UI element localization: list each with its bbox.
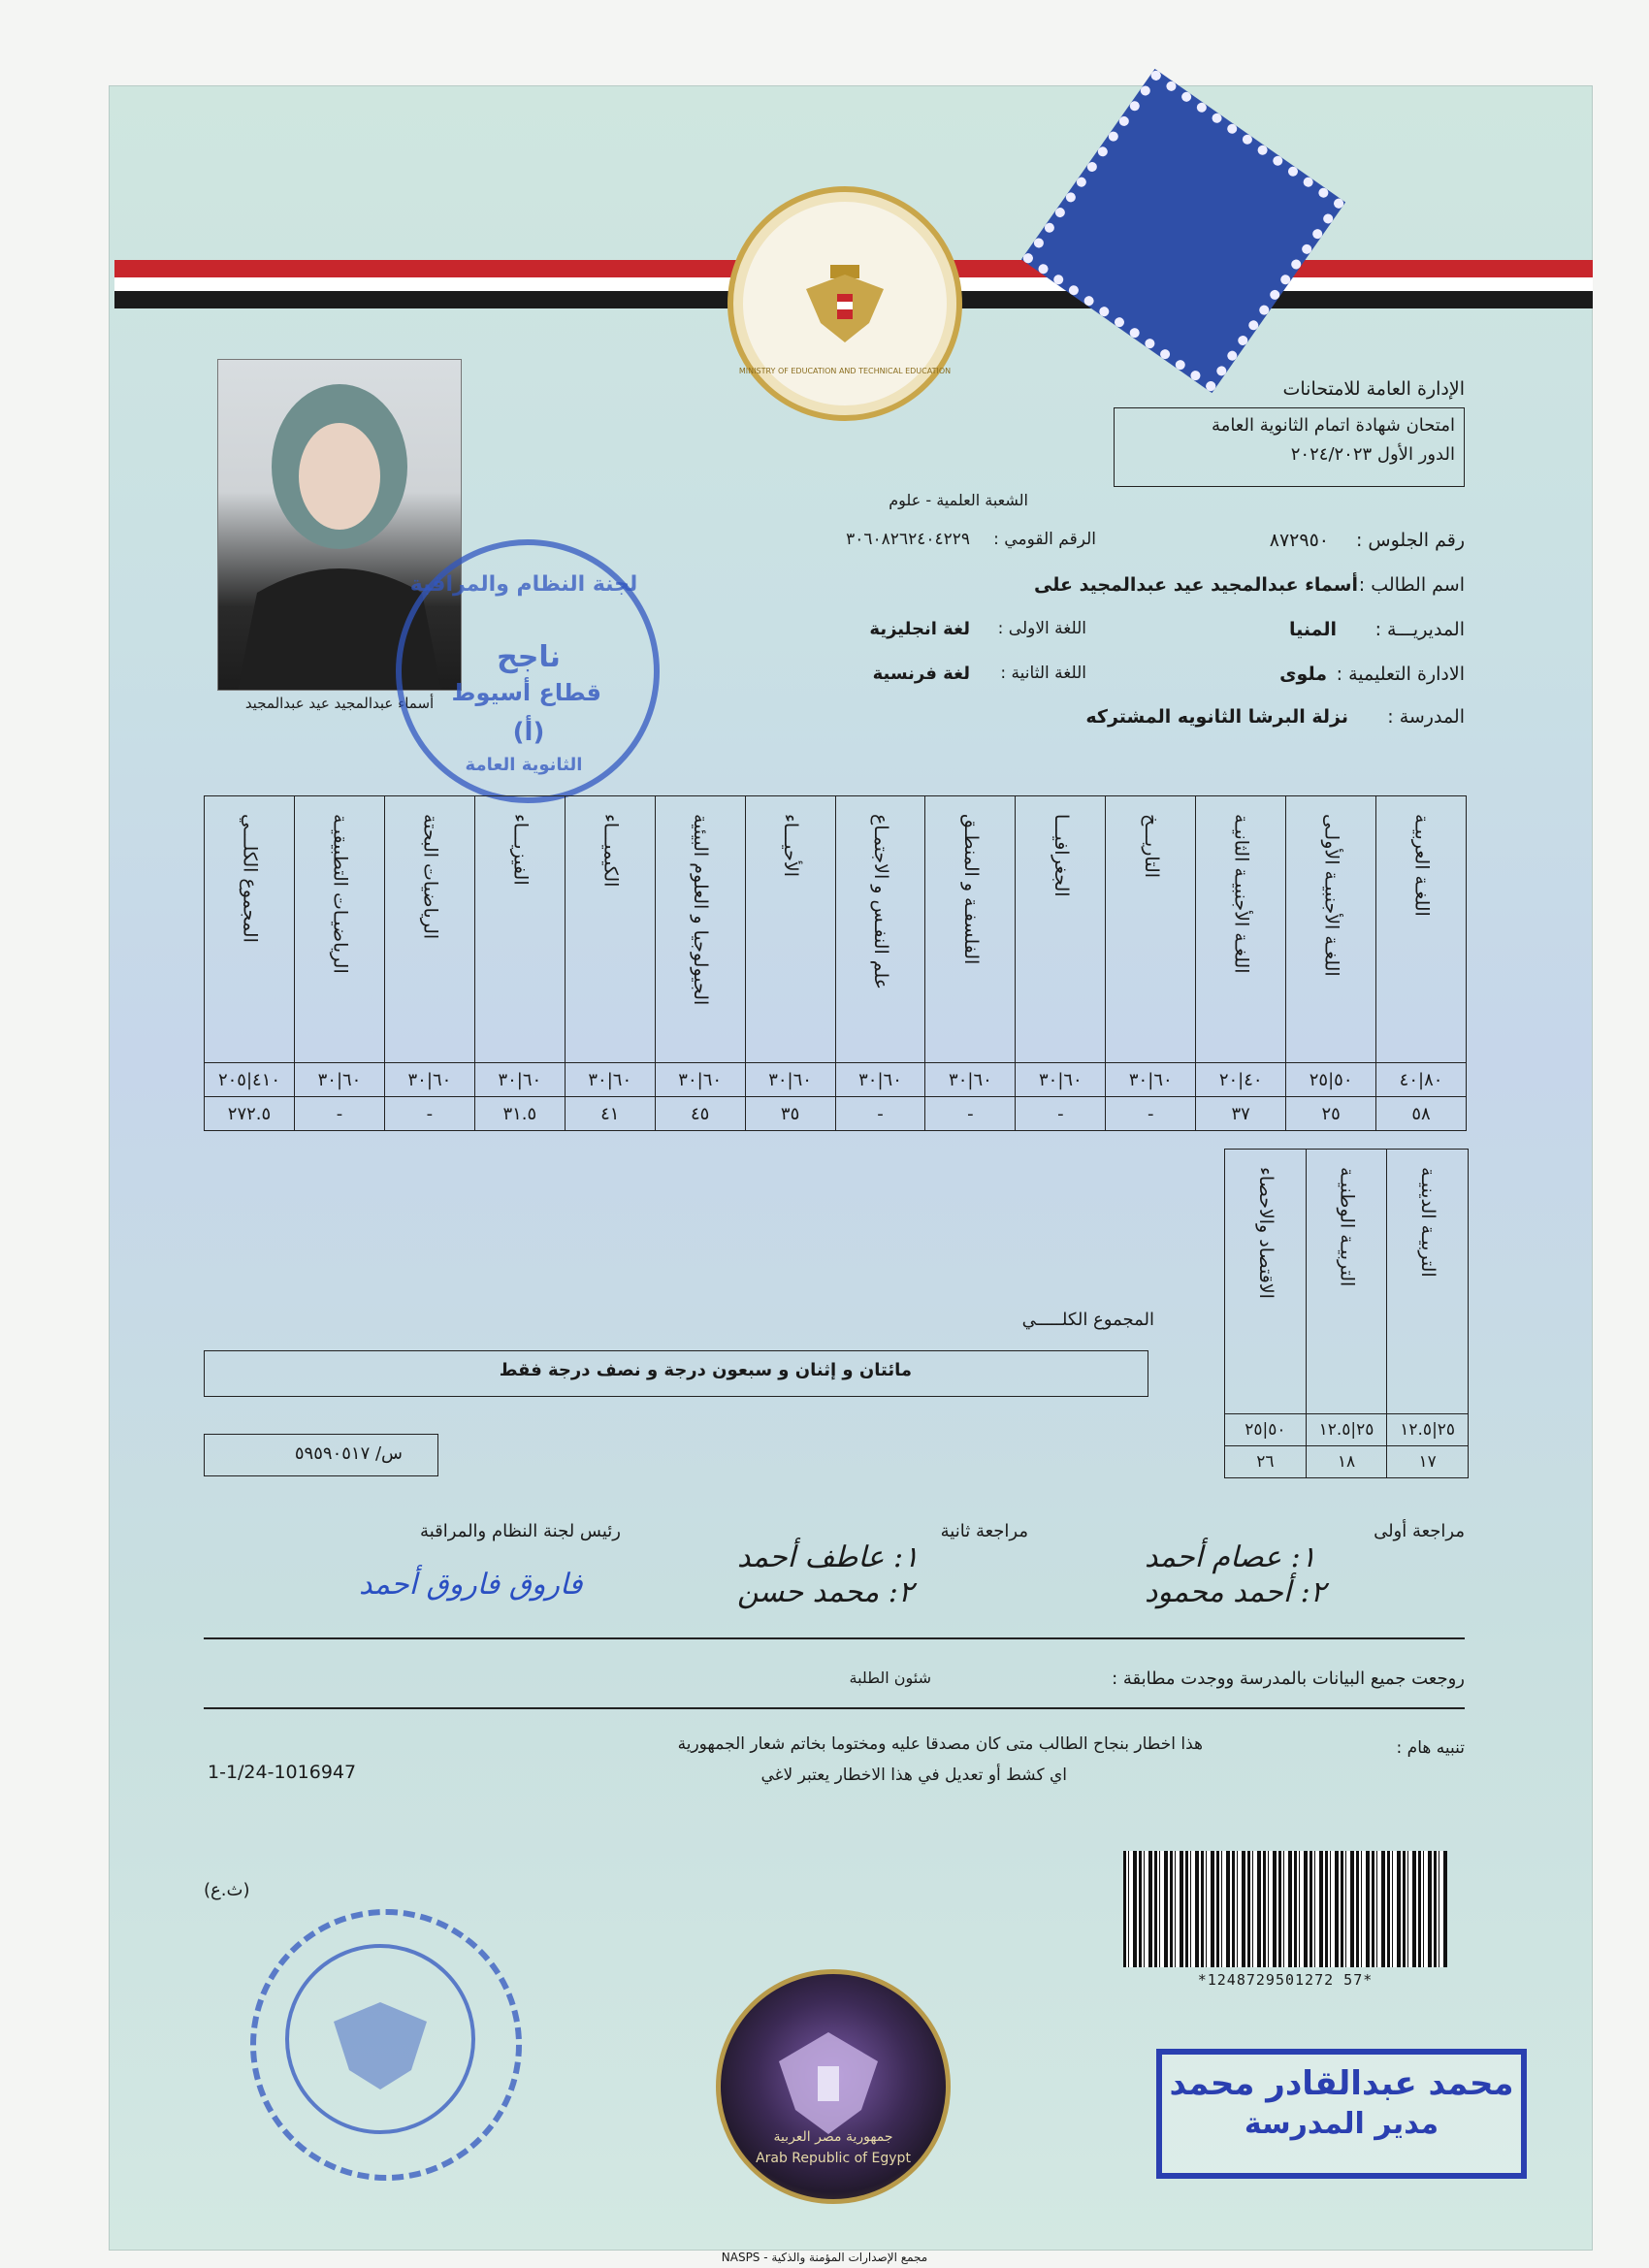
max-grade-cell: ٥٠|٢٥ (1225, 1414, 1307, 1446)
photo-caption: أسماء عبدالمجيد عيد عبدالمجيد (244, 695, 435, 712)
total-label: المجموع الكلـــــي (1021, 1310, 1154, 1330)
reference-code: 1-1/24-1016947 (208, 1762, 357, 1783)
principal-title: مدير المدرسة (1244, 2107, 1439, 2141)
first-review-label: مراجعة أولى (1374, 1521, 1465, 1541)
score-cell: ٢٥ (1286, 1097, 1376, 1131)
first-review-sig1: ١: عصام أحمد (1145, 1540, 1316, 1574)
barcode (1123, 1851, 1447, 1967)
hologram-text: Arab Republic of Egypt (756, 2151, 911, 2166)
subject-header (565, 796, 655, 1063)
serial-number: س/ ٥٩٥٩٠٥١٧ (294, 1443, 403, 1464)
second-language: لغة فرنسية (872, 664, 970, 684)
max-grade-cell: ٦٠|٣٠ (655, 1063, 745, 1097)
student-affairs: شئون الطلبة (849, 1669, 931, 1687)
republic-seal-stamp (250, 1909, 522, 2181)
subject-header (1306, 1150, 1387, 1414)
max-grade-cell: ٦٠|٣٠ (384, 1063, 474, 1097)
extra-header-row (1225, 1150, 1469, 1414)
score-cell: ١٧ (1387, 1446, 1469, 1478)
max-grade-cell: ٦٠|٣٠ (835, 1063, 925, 1097)
divider-line (204, 1637, 1465, 1639)
ministry-seal (728, 186, 962, 421)
score-cell: ١٨ (1306, 1446, 1387, 1478)
committee-stamp-status: ناجح (497, 640, 561, 674)
max-grade-cell: ٤١٠|٢٠٥ (205, 1063, 295, 1097)
max-grade-cell: ٦٠|٣٠ (295, 1063, 385, 1097)
subject-header (1106, 796, 1196, 1063)
directorate-label: المديريـــة : (1374, 619, 1465, 640)
subject-header (295, 796, 385, 1063)
max-grade-cell: ٨٠|٤٠ (1376, 1063, 1467, 1097)
hologram-text-ar: جمهورية مصر العربية (773, 2129, 893, 2145)
subject-header (745, 796, 835, 1063)
first-language: لغة انجليزية (869, 619, 970, 639)
student-name-label: اسم الطالب : (1358, 574, 1465, 596)
committee-head-sig: فاروق فاروق أحمد (359, 1568, 583, 1602)
grades-header-row (205, 796, 1467, 1063)
max-grade-cell: ٦٠|٣٠ (745, 1063, 835, 1097)
subject-name: اللغـة الأجنبيـة الثانيـة (1230, 814, 1252, 974)
subject-name: الجغرافيـــا (1050, 814, 1072, 897)
subject-name: علم النفـس و الاجتمـاع (870, 814, 892, 990)
committee-head-label: رئيس لجنة النظام والمراقبة (420, 1521, 621, 1541)
verify-line (204, 1707, 1465, 1709)
barcode-number: *1248729501272 57* (1197, 1971, 1374, 1989)
seal-text: MINISTRY OF EDUCATION AND TECHNICAL EDUCATION (738, 367, 952, 375)
score-cell: - (835, 1097, 925, 1131)
max-grade-cell: ٤٠|٢٠ (1196, 1063, 1286, 1097)
subject-name: اللغـة الأجنبيـة الأولـى (1320, 814, 1342, 977)
notice-label: تنبيه هام : (1396, 1738, 1465, 1758)
total-words: مائتان و إثنان و سبعون درجة و نصف درجة فقط (499, 1360, 912, 1380)
national-id-label: الرقم القومي : (993, 530, 1096, 549)
subject-name: المجموع الكلـــي (239, 814, 261, 943)
subject-name: الكيميـــاء (599, 814, 622, 888)
school-label: المدرسة : (1387, 706, 1465, 728)
principal-name: محمد عبدالقادر محمد (1169, 2064, 1514, 2103)
score-cell: - (1016, 1097, 1106, 1131)
subject-header (474, 796, 565, 1063)
extra-score-row (1225, 1446, 1469, 1478)
grades-table (204, 795, 1467, 1131)
subject-name: اللغـة العربيـة (1410, 814, 1433, 917)
committee-stamp-title: لجنة النظام والمراقبة (409, 572, 638, 597)
notice-line2: اي كشط أو تعديل في هذا الاخطار يعتبر لاغي (760, 1766, 1067, 1785)
subject-header (835, 796, 925, 1063)
second-review-label: مراجعة ثانية (940, 1521, 1028, 1541)
second-review-sig2: ٢: محمد حسن (737, 1575, 914, 1609)
verify-text: روجعت جميع البيانات بالمدرسة ووجدت مطابقة : (1112, 1669, 1465, 1689)
sh-code: (ث.ع) (204, 1880, 250, 1900)
second-language-label: اللغة الثانية : (1000, 664, 1086, 683)
committee-stamp-bottom: الثانوية العامة (465, 755, 583, 775)
committee-stamp-code: (أ) (512, 718, 545, 747)
republic-eagle-icon (256, 1915, 504, 2163)
subject-header (384, 796, 474, 1063)
subject-header (1376, 796, 1467, 1063)
subject-header (655, 796, 745, 1063)
exam-title-line2: الدور الأول ٢٠٢٤/٢٠٢٣ (1290, 444, 1455, 465)
subject-name: الرياضيات البحتة (419, 814, 441, 940)
score-cell: - (384, 1097, 474, 1131)
max-grade-cell: ٦٠|٣٠ (565, 1063, 655, 1097)
subject-header (205, 796, 295, 1063)
grades-max-row (205, 1063, 1467, 1097)
max-grade-cell: ٢٥|١٢.٥ (1306, 1414, 1387, 1446)
subject-name: الفلسفـة و المنطـق (959, 814, 982, 965)
max-grade-cell: ٦٠|٣٠ (925, 1063, 1016, 1097)
national-id: ٣٠٦٠٨٢٦٢٤٠٤٢٢٩ (846, 530, 970, 549)
hologram-seal (716, 1969, 951, 2204)
seat-label: رقم الجلوس : (1355, 530, 1465, 551)
score-cell: - (925, 1097, 1016, 1131)
subject-header (1286, 796, 1376, 1063)
subject-name: الجيولوجيا و العلوم البيئية (690, 814, 712, 1006)
subject-name: الاقتصاد والاحصاء (1254, 1167, 1277, 1299)
committee-stamp-sector: قطاع أسيوط (451, 679, 601, 706)
score-cell: ٥٨ (1376, 1097, 1467, 1131)
branch: الشعبة العلمية - علوم (889, 491, 1028, 509)
score-cell: ٤٥ (655, 1097, 745, 1131)
notice-line1: هذا اخطار بنجاح الطالب متى كان مصدقا عليه ومختوما بخاتم شعار الجمهورية (677, 1734, 1203, 1754)
subject-header (1225, 1150, 1307, 1414)
subject-header (1387, 1150, 1469, 1414)
edu-admin: ملوى (1279, 664, 1327, 685)
max-grade-cell: ٦٠|٣٠ (474, 1063, 565, 1097)
grades-score-row (205, 1097, 1467, 1131)
max-grade-cell: ٢٥|١٢.٥ (1387, 1414, 1469, 1446)
first-review-sig2: ٢: أحمد محمود (1145, 1575, 1326, 1609)
score-cell: ٣٧ (1196, 1097, 1286, 1131)
eagle-emblem-icon (787, 245, 903, 362)
subject-header (1196, 796, 1286, 1063)
subject-name: التربيـة الوطنيـة (1336, 1167, 1358, 1287)
subject-header (1016, 796, 1106, 1063)
extra-subjects-table (1224, 1149, 1469, 1478)
subject-header (925, 796, 1016, 1063)
score-cell: ٤١ (565, 1097, 655, 1131)
score-cell: ٣٥ (745, 1097, 835, 1131)
max-grade-cell: ٥٠|٢٥ (1286, 1063, 1376, 1097)
school: نزلة البرشا الثانويه المشتركه (1085, 706, 1348, 728)
subject-name: الأحيـــاء (780, 814, 802, 878)
subject-name: التربيـة الدينيـة (1417, 1167, 1439, 1278)
general-admin-title: الإدارة العامة للامتحانات (1282, 378, 1465, 400)
subject-name: الفيزيـــاء (509, 814, 532, 886)
student-name: أسماء عبدالمجيد عيد عبدالمجيد على (1034, 574, 1358, 596)
score-cell: - (1106, 1097, 1196, 1131)
directorate: المنيا (1288, 619, 1337, 640)
second-review-sig1: ١: عاطف أحمد (737, 1540, 920, 1574)
max-grade-cell: ٦٠|٣٠ (1016, 1063, 1106, 1097)
first-language-label: اللغة الاولى : (997, 619, 1086, 638)
subject-name: التاريـــخ (1140, 814, 1162, 879)
subject-name: الرياضيـات التطبيقيـة (329, 814, 351, 974)
seat-number: ٨٧٢٩٥٠ (1269, 530, 1329, 551)
edu-admin-label: الادارة التعليمية : (1336, 664, 1465, 685)
score-cell: ٣١.٥ (474, 1097, 565, 1131)
principal-stamp (1156, 2049, 1527, 2179)
score-cell: ٢٧٢.٥ (205, 1097, 295, 1131)
footer-note: مجمع الإصدارات المؤمنة والذكية - NASPS (721, 2251, 928, 2264)
extra-max-row (1225, 1414, 1469, 1446)
score-cell: - (295, 1097, 385, 1131)
max-grade-cell: ٦٠|٣٠ (1106, 1063, 1196, 1097)
exam-title-line1: امتحان شهادة اتمام الثانوية العامة (1212, 415, 1455, 436)
score-cell: ٢٦ (1225, 1446, 1307, 1478)
